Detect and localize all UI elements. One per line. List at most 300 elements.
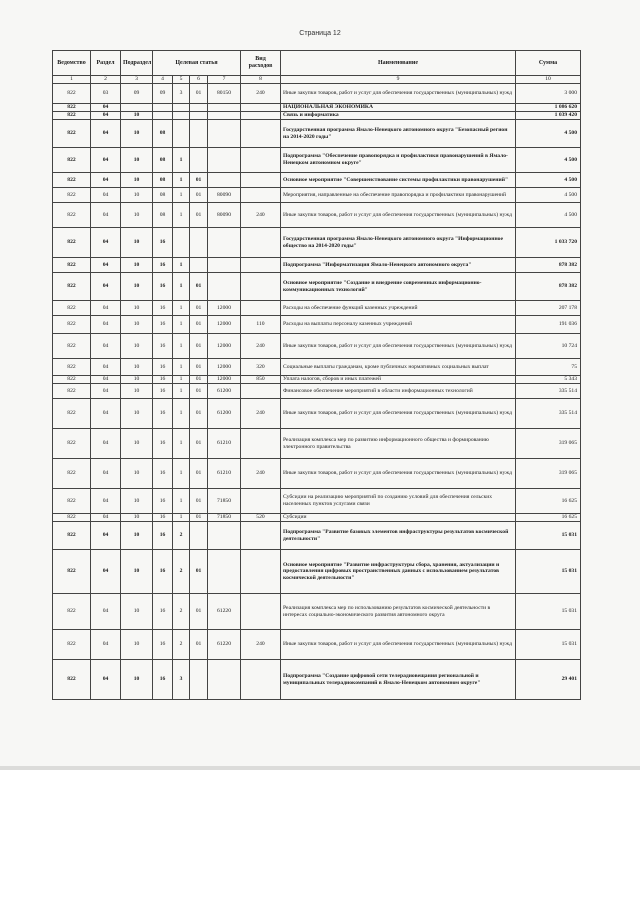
name-cell: Подпрограмма "Обеспечение правопорядка и профилактики правонарушений в Ямало-Ненецком автономном округе" xyxy=(281,148,516,173)
subprogram-cell: 1 xyxy=(173,334,190,359)
sum-cell: 4 500 xyxy=(516,120,581,148)
page-label: Страница 12 xyxy=(299,30,341,37)
vid-cell xyxy=(241,660,281,700)
podrazdel-cell: 10 xyxy=(121,359,153,376)
podrazdel-cell: 10 xyxy=(121,273,153,301)
event-cell: 01 xyxy=(190,84,208,104)
sum-cell: 15 031 xyxy=(516,630,581,660)
table-row xyxy=(53,522,581,550)
ved-cell: 822 xyxy=(53,273,91,301)
event-cell: 01 xyxy=(190,203,208,228)
razdel-cell: 04 xyxy=(91,173,121,188)
event-cell: 01 xyxy=(190,376,208,384)
program-cell: 16 xyxy=(153,429,173,459)
program-cell: 16 xyxy=(153,301,173,316)
event-cell xyxy=(190,112,208,120)
subprogram-cell xyxy=(173,104,190,112)
podrazdel-cell: 10 xyxy=(121,550,153,594)
column-number: 10 xyxy=(516,76,581,84)
event-cell: 01 xyxy=(190,514,208,522)
ved-cell: 822 xyxy=(53,376,91,384)
table-body xyxy=(53,84,581,700)
name-cell: Социальные выплаты гражданам, кроме публичных нормативных социальных выплат xyxy=(281,359,516,376)
program-cell: 08 xyxy=(153,148,173,173)
name-cell: Субсидии на реализацию мероприятий по созданию условий для обеспечения сельских населенных пунктов услугами связи xyxy=(281,489,516,514)
name-cell: НАЦИОНАЛЬНАЯ ЭКОНОМИКА xyxy=(281,104,516,112)
table-header xyxy=(53,51,581,76)
program-cell: 16 xyxy=(153,334,173,359)
event-cell: 01 xyxy=(190,459,208,489)
direction-cell: 71850 xyxy=(208,514,241,522)
direction-cell: 80090 xyxy=(208,188,241,203)
subprogram-cell: 1 xyxy=(173,489,190,514)
ved-cell: 822 xyxy=(53,594,91,630)
ved-cell: 822 xyxy=(53,203,91,228)
razdel-cell: 04 xyxy=(91,334,121,359)
razdel-cell: 04 xyxy=(91,316,121,334)
name-cell: Иные закупки товаров, работ и услуг для обеспечения государственных (муниципальных) нужд xyxy=(281,399,516,429)
event-cell: 01 xyxy=(190,334,208,359)
razdel-cell: 04 xyxy=(91,459,121,489)
budget-table xyxy=(52,50,581,700)
podrazdel-cell: 10 xyxy=(121,384,153,399)
vid-cell: 240 xyxy=(241,459,281,489)
sum-cell: 3 000 xyxy=(516,84,581,104)
event-cell xyxy=(190,522,208,550)
podrazdel-cell: 10 xyxy=(121,334,153,359)
vid-cell xyxy=(241,489,281,514)
podrazdel-cell: 10 xyxy=(121,120,153,148)
subprogram-cell: 1 xyxy=(173,273,190,301)
subprogram-cell: 1 xyxy=(173,173,190,188)
program-cell: 16 xyxy=(153,550,173,594)
podrazdel-cell: 10 xyxy=(121,173,153,188)
vid-cell xyxy=(241,104,281,112)
podrazdel-cell: 10 xyxy=(121,188,153,203)
name-cell: Расходы на обеспечение функций казенных учреждений xyxy=(281,301,516,316)
event-cell: 01 xyxy=(190,301,208,316)
table-row xyxy=(53,173,581,188)
table-row xyxy=(53,258,581,273)
event-cell xyxy=(190,148,208,173)
program-cell: 09 xyxy=(153,84,173,104)
program-cell xyxy=(153,104,173,112)
direction-cell xyxy=(208,104,241,112)
table-row xyxy=(53,489,581,514)
razdel-cell: 04 xyxy=(91,188,121,203)
razdel-cell: 04 xyxy=(91,376,121,384)
name-cell: Иные закупки товаров, работ и услуг для обеспечения государственных (муниципальных) нужд xyxy=(281,630,516,660)
program-cell: 08 xyxy=(153,203,173,228)
podrazdel-cell: 10 xyxy=(121,376,153,384)
sum-cell: 4 500 xyxy=(516,148,581,173)
sum-cell: 16 625 xyxy=(516,514,581,522)
ved-cell: 822 xyxy=(53,228,91,258)
razdel-cell: 04 xyxy=(91,550,121,594)
event-cell: 01 xyxy=(190,594,208,630)
subprogram-cell xyxy=(173,120,190,148)
subprogram-cell: 3 xyxy=(173,84,190,104)
sum-cell: 4 500 xyxy=(516,173,581,188)
program-cell xyxy=(153,112,173,120)
subprogram-cell: 1 xyxy=(173,399,190,429)
sum-cell: 1 086 620 xyxy=(516,104,581,112)
table-row xyxy=(53,301,581,316)
direction-cell xyxy=(208,660,241,700)
column-number: 2 xyxy=(91,76,121,84)
sum-cell: 5 343 xyxy=(516,376,581,384)
podrazdel-cell: 10 xyxy=(121,148,153,173)
podrazdel-cell: 10 xyxy=(121,112,153,120)
column-number: 8 xyxy=(241,76,281,84)
ved-cell: 822 xyxy=(53,84,91,104)
sum-cell: 15 031 xyxy=(516,522,581,550)
razdel-cell: 04 xyxy=(91,301,121,316)
subprogram-cell: 1 xyxy=(173,258,190,273)
ved-cell: 822 xyxy=(53,429,91,459)
podrazdel-cell: 10 xyxy=(121,429,153,459)
table-row xyxy=(53,459,581,489)
ved-cell: 822 xyxy=(53,522,91,550)
program-cell: 16 xyxy=(153,594,173,630)
podrazdel-cell: 10 xyxy=(121,203,153,228)
event-cell: 01 xyxy=(190,273,208,301)
name-cell: Подпрограмма "Развитие базовых элементов инфраструктуры результатов космической деятельности" xyxy=(281,522,516,550)
program-cell: 08 xyxy=(153,120,173,148)
subprogram-cell: 1 xyxy=(173,376,190,384)
vid-cell xyxy=(241,120,281,148)
event-cell xyxy=(190,228,208,258)
name-cell: Подпрограмма "Создание цифровой сети телерадиовещания региональной и муниципальных телерадиокомпаний в Ямало-Ненецком автономном округе" xyxy=(281,660,516,700)
ved-cell: 822 xyxy=(53,258,91,273)
name-cell: Расходы на выплаты персоналу казенных учреждений xyxy=(281,316,516,334)
direction-cell: 71850 xyxy=(208,489,241,514)
sum-cell: 335 514 xyxy=(516,399,581,429)
name-cell: Реализация комплекса мер по развитию информационного общества и формированию электронного правительства xyxy=(281,429,516,459)
sum-cell: 207 178 xyxy=(516,301,581,316)
sum-cell: 319 065 xyxy=(516,459,581,489)
column-number: 1 xyxy=(53,76,91,84)
event-cell: 01 xyxy=(190,316,208,334)
subprogram-cell: 3 xyxy=(173,660,190,700)
table-row xyxy=(53,104,581,112)
table-row xyxy=(53,660,581,700)
program-cell: 16 xyxy=(153,384,173,399)
event-cell: 01 xyxy=(190,188,208,203)
header-celevaya: Целевая статья xyxy=(153,51,241,76)
direction-cell xyxy=(208,112,241,120)
program-cell: 16 xyxy=(153,522,173,550)
header-sum: Сумма xyxy=(516,51,581,76)
subprogram-cell xyxy=(173,112,190,120)
name-cell: Государственная программа Ямало-Ненецкого автономного округа "Безопасный регион на 2014-2020 годы" xyxy=(281,120,516,148)
subprogram-cell: 1 xyxy=(173,384,190,399)
vid-cell: 850 xyxy=(241,376,281,384)
sum-cell: 15 031 xyxy=(516,594,581,630)
subprogram-cell: 1 xyxy=(173,514,190,522)
vid-cell xyxy=(241,384,281,399)
event-cell: 01 xyxy=(190,550,208,594)
ved-cell: 822 xyxy=(53,384,91,399)
column-number: 9 xyxy=(281,76,516,84)
razdel-cell: 04 xyxy=(91,203,121,228)
ved-cell: 822 xyxy=(53,120,91,148)
podrazdel-cell: 10 xyxy=(121,660,153,700)
razdel-cell: 04 xyxy=(91,258,121,273)
table-row xyxy=(53,384,581,399)
ved-cell: 822 xyxy=(53,489,91,514)
ved-cell: 822 xyxy=(53,148,91,173)
razdel-cell: 03 xyxy=(91,84,121,104)
table-row xyxy=(53,228,581,258)
subprogram-cell: 1 xyxy=(173,148,190,173)
sum-cell: 29 401 xyxy=(516,660,581,700)
table-row xyxy=(53,399,581,429)
table-row xyxy=(53,273,581,301)
razdel-cell: 04 xyxy=(91,228,121,258)
program-cell: 16 xyxy=(153,660,173,700)
vid-cell: 240 xyxy=(241,630,281,660)
direction-cell xyxy=(208,148,241,173)
razdel-cell: 04 xyxy=(91,594,121,630)
direction-cell xyxy=(208,258,241,273)
podrazdel-cell: 10 xyxy=(121,459,153,489)
subprogram-cell: 1 xyxy=(173,301,190,316)
direction-cell xyxy=(208,273,241,301)
direction-cell xyxy=(208,522,241,550)
razdel-cell: 04 xyxy=(91,359,121,376)
table-row xyxy=(53,148,581,173)
name-cell: Основное мероприятие "Создание и внедрение современных информационно-коммуникационных технологий" xyxy=(281,273,516,301)
subprogram-cell: 1 xyxy=(173,429,190,459)
scan-edge xyxy=(0,766,640,770)
column-number: 7 xyxy=(208,76,241,84)
razdel-cell: 04 xyxy=(91,429,121,459)
subprogram-cell: 1 xyxy=(173,316,190,334)
razdel-cell: 04 xyxy=(91,384,121,399)
direction-cell: 61220 xyxy=(208,630,241,660)
sum-cell: 878 382 xyxy=(516,273,581,301)
subprogram-cell: 1 xyxy=(173,359,190,376)
name-cell: Подпрограмма "Информатизация Ямало-Ненецкого автономного округа" xyxy=(281,258,516,273)
vid-cell xyxy=(241,522,281,550)
direction-cell: 61220 xyxy=(208,594,241,630)
podrazdel-cell: 10 xyxy=(121,399,153,429)
vid-cell xyxy=(241,258,281,273)
razdel-cell: 04 xyxy=(91,104,121,112)
name-cell: Иные закупки товаров, работ и услуг для обеспечения государственных (муниципальных) нужд xyxy=(281,459,516,489)
sum-cell: 15 031 xyxy=(516,550,581,594)
sum-cell: 16 625 xyxy=(516,489,581,514)
program-cell: 16 xyxy=(153,399,173,429)
sum-cell: 1 033 720 xyxy=(516,228,581,258)
podrazdel-cell: 10 xyxy=(121,316,153,334)
vid-cell xyxy=(241,188,281,203)
column-number: 4 xyxy=(153,76,173,84)
event-cell: 01 xyxy=(190,384,208,399)
sum-cell: 4 500 xyxy=(516,188,581,203)
name-cell: Иные закупки товаров, работ и услуг для обеспечения государственных (муниципальных) нужд xyxy=(281,334,516,359)
table-row xyxy=(53,334,581,359)
program-cell: 16 xyxy=(153,459,173,489)
direction-cell xyxy=(208,173,241,188)
program-cell: 16 xyxy=(153,489,173,514)
direction-cell: 61210 xyxy=(208,429,241,459)
vid-cell xyxy=(241,148,281,173)
ved-cell: 822 xyxy=(53,173,91,188)
program-cell: 08 xyxy=(153,173,173,188)
direction-cell: 12000 xyxy=(208,316,241,334)
razdel-cell: 04 xyxy=(91,148,121,173)
subprogram-cell xyxy=(173,228,190,258)
name-cell: Основное мероприятие "Развитие инфраструктуры сбора, хранения, актуализации и предоставления цифровых пространственных данных с использованием результатов космической деятельности" xyxy=(281,550,516,594)
direction-cell: 61210 xyxy=(208,459,241,489)
program-cell: 16 xyxy=(153,228,173,258)
razdel-cell: 04 xyxy=(91,660,121,700)
podrazdel-cell: 10 xyxy=(121,594,153,630)
vid-cell: 520 xyxy=(241,514,281,522)
podrazdel-cell: 10 xyxy=(121,489,153,514)
table-row xyxy=(53,316,581,334)
table-row xyxy=(53,594,581,630)
direction-cell: 80090 xyxy=(208,203,241,228)
event-cell xyxy=(190,660,208,700)
razdel-cell: 04 xyxy=(91,399,121,429)
podrazdel-cell: 10 xyxy=(121,522,153,550)
ved-cell: 822 xyxy=(53,459,91,489)
podrazdel-cell: 09 xyxy=(121,84,153,104)
table-row xyxy=(53,376,581,384)
razdel-cell: 04 xyxy=(91,522,121,550)
subprogram-cell: 2 xyxy=(173,630,190,660)
sum-cell: 319 065 xyxy=(516,429,581,459)
vid-cell: 240 xyxy=(241,203,281,228)
direction-cell: 12000 xyxy=(208,334,241,359)
podrazdel-cell: 10 xyxy=(121,228,153,258)
ved-cell: 822 xyxy=(53,514,91,522)
event-cell: 01 xyxy=(190,630,208,660)
column-numbers-row xyxy=(53,76,581,84)
vid-cell: 320 xyxy=(241,359,281,376)
vid-cell xyxy=(241,173,281,188)
razdel-cell: 04 xyxy=(91,273,121,301)
direction-cell xyxy=(208,550,241,594)
podrazdel-cell: 10 xyxy=(121,301,153,316)
sum-cell: 335 514 xyxy=(516,384,581,399)
sum-cell: 10 724 xyxy=(516,334,581,359)
sum-cell: 75 xyxy=(516,359,581,376)
subprogram-cell: 2 xyxy=(173,594,190,630)
podrazdel-cell: 10 xyxy=(121,258,153,273)
vid-cell xyxy=(241,550,281,594)
event-cell: 01 xyxy=(190,359,208,376)
header-name: Наименование xyxy=(281,51,516,76)
ved-cell: 822 xyxy=(53,104,91,112)
ved-cell: 822 xyxy=(53,316,91,334)
podrazdel-cell: 10 xyxy=(121,630,153,660)
razdel-cell: 04 xyxy=(91,489,121,514)
table-row xyxy=(53,514,581,522)
sum-cell: 4 500 xyxy=(516,203,581,228)
name-cell: Финансовое обеспечение мероприятий в области информационных технологий xyxy=(281,384,516,399)
table-row xyxy=(53,203,581,228)
subprogram-cell: 2 xyxy=(173,522,190,550)
ved-cell: 822 xyxy=(53,399,91,429)
column-number: 5 xyxy=(173,76,190,84)
direction-cell xyxy=(208,120,241,148)
direction-cell: 80150 xyxy=(208,84,241,104)
ved-cell: 822 xyxy=(53,660,91,700)
event-cell: 01 xyxy=(190,173,208,188)
event-cell: 01 xyxy=(190,489,208,514)
header-razdel: Раздел xyxy=(91,51,121,76)
subprogram-cell: 1 xyxy=(173,203,190,228)
name-cell: Реализация комплекса мер по использованию результатов космической деятельности в интересах социально-экономического развития автономного округа xyxy=(281,594,516,630)
ved-cell: 822 xyxy=(53,359,91,376)
program-cell: 16 xyxy=(153,273,173,301)
table-row xyxy=(53,120,581,148)
event-cell: 01 xyxy=(190,399,208,429)
subprogram-cell: 1 xyxy=(173,188,190,203)
razdel-cell: 04 xyxy=(91,112,121,120)
vid-cell: 240 xyxy=(241,334,281,359)
vid-cell xyxy=(241,228,281,258)
table-row xyxy=(53,112,581,120)
header-podrazdel: Подраздел xyxy=(121,51,153,76)
program-cell: 16 xyxy=(153,630,173,660)
column-number: 3 xyxy=(121,76,153,84)
header-vid: Вид расходов xyxy=(241,51,281,76)
table-row xyxy=(53,630,581,660)
ved-cell: 822 xyxy=(53,334,91,359)
name-cell: Связь и информатика xyxy=(281,112,516,120)
name-cell: Государственная программа Ямало-Ненецкого автономного округа "Информационное общество на 2014-2020 годы" xyxy=(281,228,516,258)
sum-cell: 191 036 xyxy=(516,316,581,334)
event-cell: 01 xyxy=(190,429,208,459)
razdel-cell: 04 xyxy=(91,120,121,148)
vid-cell xyxy=(241,594,281,630)
event-cell xyxy=(190,104,208,112)
name-cell: Иные закупки товаров, работ и услуг для обеспечения государственных (муниципальных) нужд xyxy=(281,203,516,228)
vid-cell xyxy=(241,429,281,459)
razdel-cell: 04 xyxy=(91,514,121,522)
subprogram-cell: 2 xyxy=(173,550,190,594)
vid-cell xyxy=(241,112,281,120)
direction-cell: 61200 xyxy=(208,384,241,399)
podrazdel-cell: 10 xyxy=(121,514,153,522)
direction-cell: 12000 xyxy=(208,376,241,384)
podrazdel-cell xyxy=(121,104,153,112)
table-row xyxy=(53,84,581,104)
name-cell: Основное мероприятие "Совершенствование системы профилактики правонарушений" xyxy=(281,173,516,188)
column-number: 6 xyxy=(190,76,208,84)
subprogram-cell: 1 xyxy=(173,459,190,489)
name-cell: Иные закупки товаров, работ и услуг для обеспечения государственных (муниципальных) нужд xyxy=(281,84,516,104)
direction-cell: 12000 xyxy=(208,301,241,316)
vid-cell: 240 xyxy=(241,84,281,104)
table-row xyxy=(53,429,581,459)
vid-cell: 110 xyxy=(241,316,281,334)
direction-cell xyxy=(208,228,241,258)
program-cell: 16 xyxy=(153,258,173,273)
name-cell: Мероприятия, направленные на обеспечение правопорядка и профилактики правонарушений xyxy=(281,188,516,203)
ved-cell: 822 xyxy=(53,112,91,120)
ved-cell: 822 xyxy=(53,550,91,594)
header-ved: Ведомство xyxy=(53,51,91,76)
event-cell xyxy=(190,120,208,148)
event-cell xyxy=(190,258,208,273)
program-cell: 16 xyxy=(153,514,173,522)
